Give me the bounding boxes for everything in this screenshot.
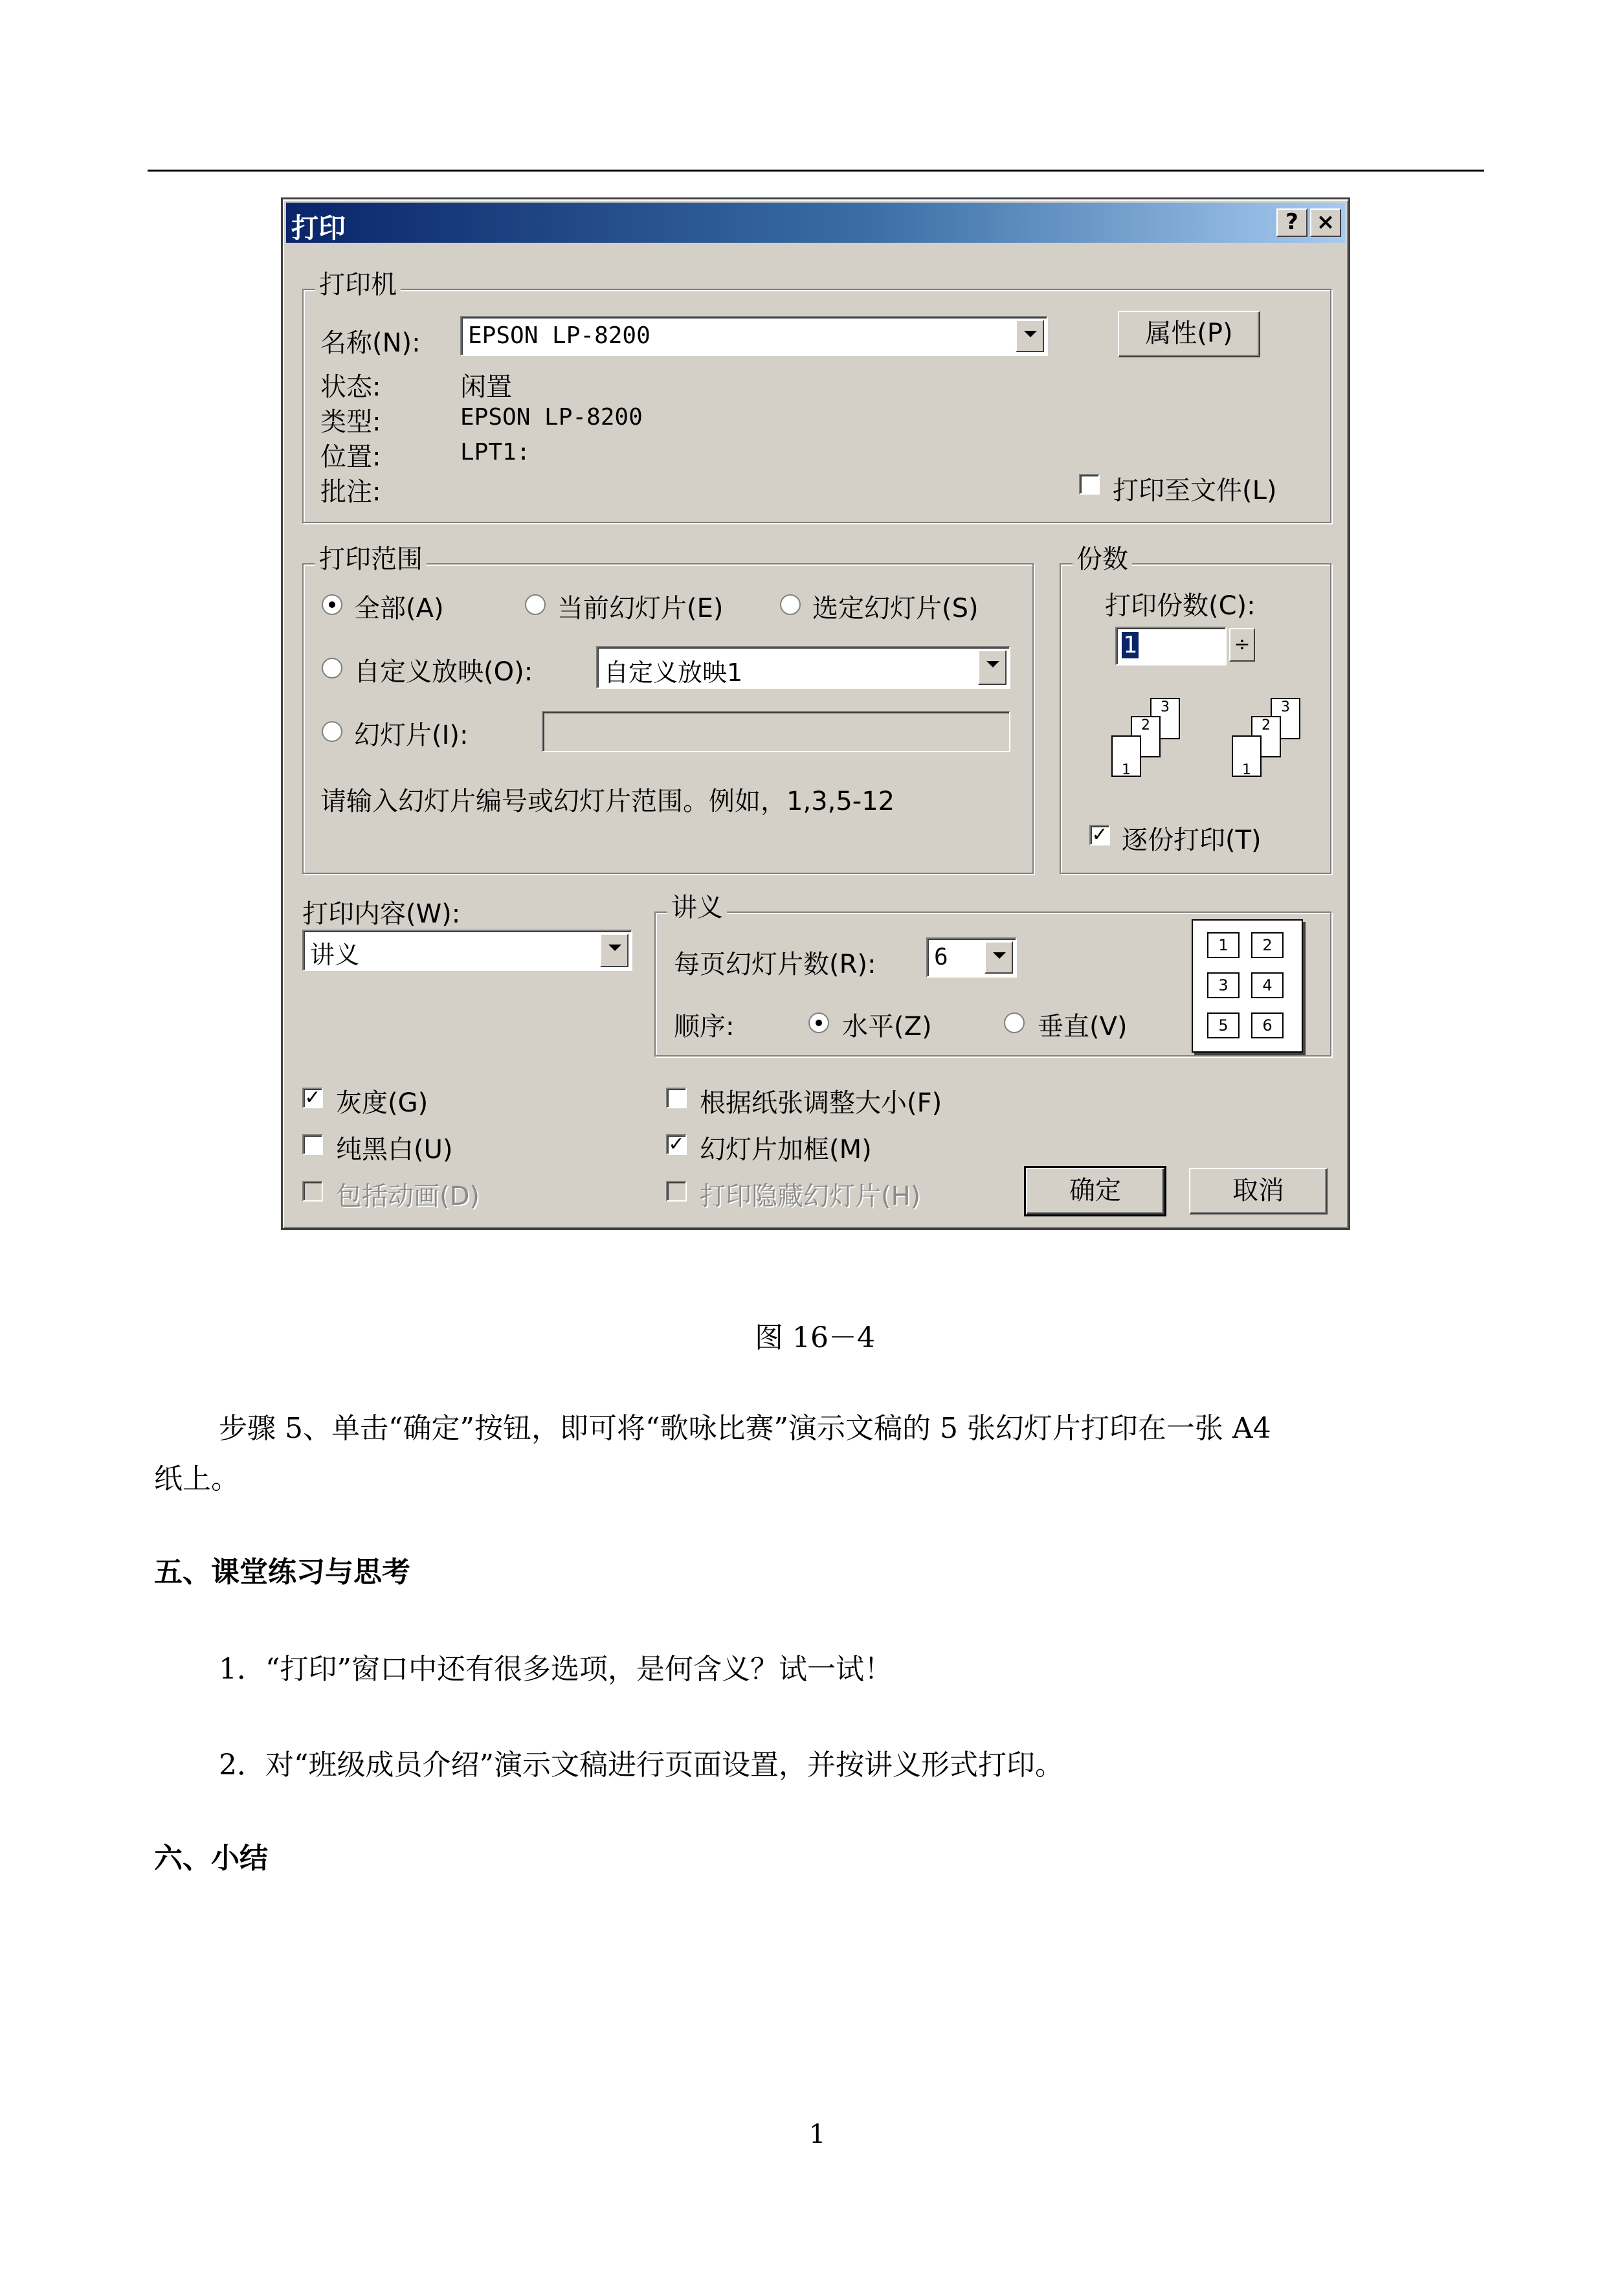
custom-show-dropdown[interactable] — [596, 646, 1010, 689]
section5-heading: 五、课堂练习与思考 — [154, 1556, 410, 1589]
layout-cell-5: 5 — [1207, 1012, 1240, 1038]
frame-slides-label: 幻灯片加框(M) — [700, 1135, 872, 1165]
copies-count-value: 1 — [1123, 632, 1137, 658]
range-custom-show-radio[interactable] — [322, 658, 342, 678]
order-label: 顺序: — [674, 1012, 735, 1042]
layout-cell-6: 6 — [1251, 1012, 1284, 1038]
range-slides-label: 幻灯片(I): — [354, 721, 469, 750]
printer-name-label: 名称(N): — [320, 328, 421, 358]
copies-spinner[interactable]: ÷ — [1229, 628, 1255, 662]
cancel-button[interactable]: 取消 — [1189, 1168, 1328, 1214]
range-current-radio[interactable] — [525, 594, 546, 615]
header-rule — [148, 170, 1484, 172]
print-to-file-label: 打印至文件(L) — [1113, 476, 1277, 506]
slides-per-page-dropdown[interactable] — [926, 937, 1017, 978]
ok-button[interactable]: 确定 — [1026, 1168, 1164, 1214]
type-value: EPSON LP-8200 — [460, 404, 643, 431]
layout-cell-1: 1 — [1207, 932, 1240, 958]
slides-per-page-label: 每页幻灯片数(R): — [674, 950, 876, 979]
status-label: 状态: — [320, 372, 381, 402]
close-button[interactable]: × — [1310, 208, 1341, 237]
range-slides-radio[interactable] — [322, 721, 342, 742]
grayscale-label: 灰度(G) — [336, 1088, 428, 1118]
range-all-label: 全部(A) — [354, 594, 444, 623]
copies-count-label: 打印份数(C): — [1105, 591, 1256, 621]
figure-caption: 图 16－4 — [755, 1321, 875, 1354]
custom-show-value: 自定义放映1 — [604, 658, 743, 687]
print-hidden-label: 打印隐藏幻灯片(H) — [700, 1181, 921, 1211]
order-vertical-label: 垂直(V) — [1038, 1012, 1128, 1042]
collate-page-2b: 2 — [1251, 716, 1281, 757]
print-range-label: 打印范围 — [315, 545, 427, 574]
collate-label: 逐份打印(T) — [1122, 825, 1262, 855]
comment-label: 批注: — [320, 477, 381, 507]
slides-input[interactable] — [542, 711, 1010, 752]
layout-cell-4: 4 — [1251, 972, 1284, 998]
printer-name-value: EPSON LP-8200 — [468, 322, 651, 349]
print-content-value: 讲义 — [310, 941, 360, 969]
order-horizontal-label: 水平(Z) — [842, 1012, 932, 1042]
dialog-title-bar[interactable] — [286, 203, 1345, 243]
print-to-file-checkbox[interactable] — [1079, 474, 1100, 495]
print-dialog — [281, 197, 1350, 1230]
pure-bw-label: 纯黑白(U) — [336, 1135, 453, 1165]
include-animation-label: 包括动画(D) — [336, 1181, 480, 1211]
print-content-dropdown[interactable] — [302, 930, 632, 971]
dialog-title: 打印 — [291, 212, 346, 244]
section6-heading: 六、小结 — [154, 1842, 268, 1875]
exercise-2: 2．对“班级成员介绍”演示文稿进行页面设置，并按讲义形式打印。 — [219, 1749, 1063, 1782]
chevron-down-icon[interactable] — [1016, 320, 1044, 352]
collate-page-3: 3 — [1150, 698, 1180, 739]
help-button[interactable]: ? — [1276, 208, 1307, 237]
copies-group-label: 份数 — [1073, 545, 1132, 574]
printer-group-label: 打印机 — [315, 271, 401, 299]
collate-checkbox[interactable]: ✓ — [1089, 825, 1110, 845]
collate-page-3b: 3 — [1271, 698, 1300, 739]
step5-line2: 纸上。 — [154, 1462, 239, 1495]
include-animation-checkbox[interactable] — [302, 1181, 323, 1202]
type-label: 类型: — [320, 407, 381, 437]
location-label: 位置: — [320, 442, 381, 472]
status-value: 闲置 — [460, 372, 512, 402]
grayscale-checkbox[interactable]: ✓ — [302, 1088, 323, 1108]
range-current-label: 当前幻灯片(E) — [557, 594, 724, 623]
range-hint: 请输入幻灯片编号或幻灯片范围。例如，1,3,5-12 — [320, 787, 895, 816]
order-horizontal-radio[interactable] — [808, 1012, 829, 1033]
range-custom-show-label: 自定义放映(O): — [354, 657, 533, 687]
pure-bw-checkbox[interactable] — [302, 1134, 323, 1155]
properties-button[interactable]: 属性(P) — [1118, 311, 1260, 357]
exercise-1: 1．“打印”窗口中还有很多选项，是何含义？试一试！ — [219, 1653, 893, 1686]
range-all-radio[interactable] — [322, 594, 342, 615]
handout-layout-preview — [1192, 919, 1303, 1053]
scale-to-fit-label: 根据纸张调整大小(F) — [700, 1088, 942, 1118]
layout-cell-3: 3 — [1207, 972, 1240, 998]
range-selection-radio[interactable] — [780, 594, 801, 615]
location-value: LPT1: — [460, 439, 531, 465]
copies-count-input[interactable] — [1115, 627, 1227, 666]
chevron-down-icon[interactable] — [978, 650, 1007, 685]
page-number: 1 — [809, 2120, 826, 2149]
chevron-down-icon[interactable] — [984, 941, 1013, 974]
chevron-down-icon[interactable] — [600, 934, 628, 967]
range-selection-label: 选定幻灯片(S) — [812, 594, 979, 623]
print-hidden-checkbox[interactable] — [666, 1181, 687, 1202]
order-vertical-radio[interactable] — [1004, 1012, 1025, 1033]
collate-page-2: 2 — [1131, 716, 1161, 757]
step5-line1: 步骤 5、单击“确定”按钮，即可将“歌咏比赛”演示文稿的 5 张幻灯片打印在一张 A4 — [219, 1412, 1271, 1445]
scale-to-fit-checkbox[interactable] — [666, 1088, 687, 1108]
printer-name-dropdown[interactable] — [460, 316, 1048, 356]
handouts-group-label: 讲义 — [667, 893, 727, 922]
layout-cell-2: 2 — [1251, 932, 1284, 958]
frame-slides-checkbox[interactable]: ✓ — [666, 1134, 687, 1155]
print-content-label: 打印内容(W): — [302, 899, 461, 929]
slides-per-page-value: 6 — [934, 944, 948, 970]
collate-page-1b: 1 — [1232, 735, 1262, 777]
collate-page-1: 1 — [1111, 735, 1141, 777]
